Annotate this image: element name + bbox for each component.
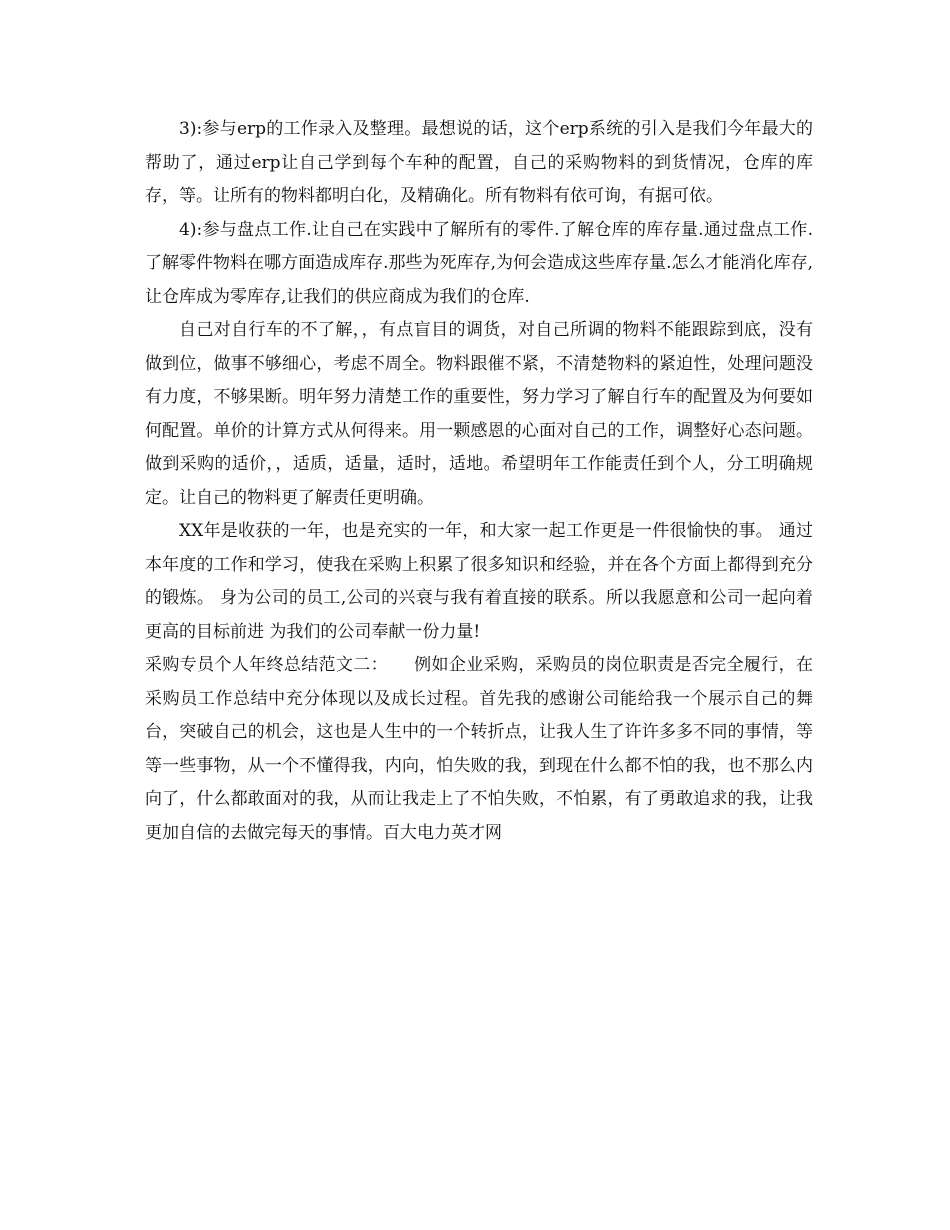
paragraph-self-review: 自己对自行车的不了解，，有点盲目的调货，对自己所调的物料不能跟踪到底，没有做到位，做事不够细心，考虑不周全。物料跟催不紧，不清楚物料的紧迫性，处理问题没有力度，不够果断。明年努力清楚工作的重要性，努力学习了解自行车的配置及为何要如何配置。单价的计算方式从何得来。用一颗感恩的心面对自己的工作，调整好心态问题。做到采购的适价，，适质，适量，适时，适地。希望明年工作能责任到个人，分工明确规定。让自己的物料更了解责任更明确。: [145, 320, 813, 508]
paragraph-erp: 3):参与erp的工作录入及整理。最想说的话，这个erp系统的引入是我们今年最大的帮助了，通过erp让自己学到每个车种的配置，自己的采购物料的到货情况，仓库的库存，等。让所有的物料都明白化，及精确化。所有物料有依可询，有据可依。: [145, 119, 813, 206]
document-body: [145, 113, 813, 850]
paragraph-sample-two: 采购专员个人年终总结范文二： 例如企业采购，采购员的岗位职责是否完全履行，在采购员工作总结中充分体现以及成长过程。首先我的感谢公司能给我一个展示自己的舞台，突破自己的机会，这也是人生中的一个转折点，让我人生了许许多多不同的事情，等等一些事物，从一个不懂得我，内向，怕失败的我，到现在什么都不怕的我，也不那么内向了，什么都敢面对的我，从而让我走上了不怕失败，不怕累，有了勇敢追求的我，让我更加自信的去做完每天的事情。百大电力英才网: [145, 655, 813, 843]
paragraph-year-summary: XX年是收获的一年，也是充实的一年，和大家一起工作更是一件很愉快的事。 通过本年度的工作和学习，使我在采购上积累了很多知识和经验，并在各个方面上都得到充分的锻炼。 身为公司的员工,公司的兴衰与我有着直接的联系。所以我愿意和公司一起向着更高的目标前进 为我们的公司奉献一份力量!: [145, 521, 813, 642]
paragraph-inventory: 4):参与盘点工作.让自己在实践中了解所有的零件.了解仓库的库存量.通过盘点工作.了解零件物料在哪方面造成库存.那些为死库存,为何会造成这些库存量.怎么才能消化库存,让仓库成为零库存,让我们的供应商成为我们的仓库.: [145, 219, 813, 307]
